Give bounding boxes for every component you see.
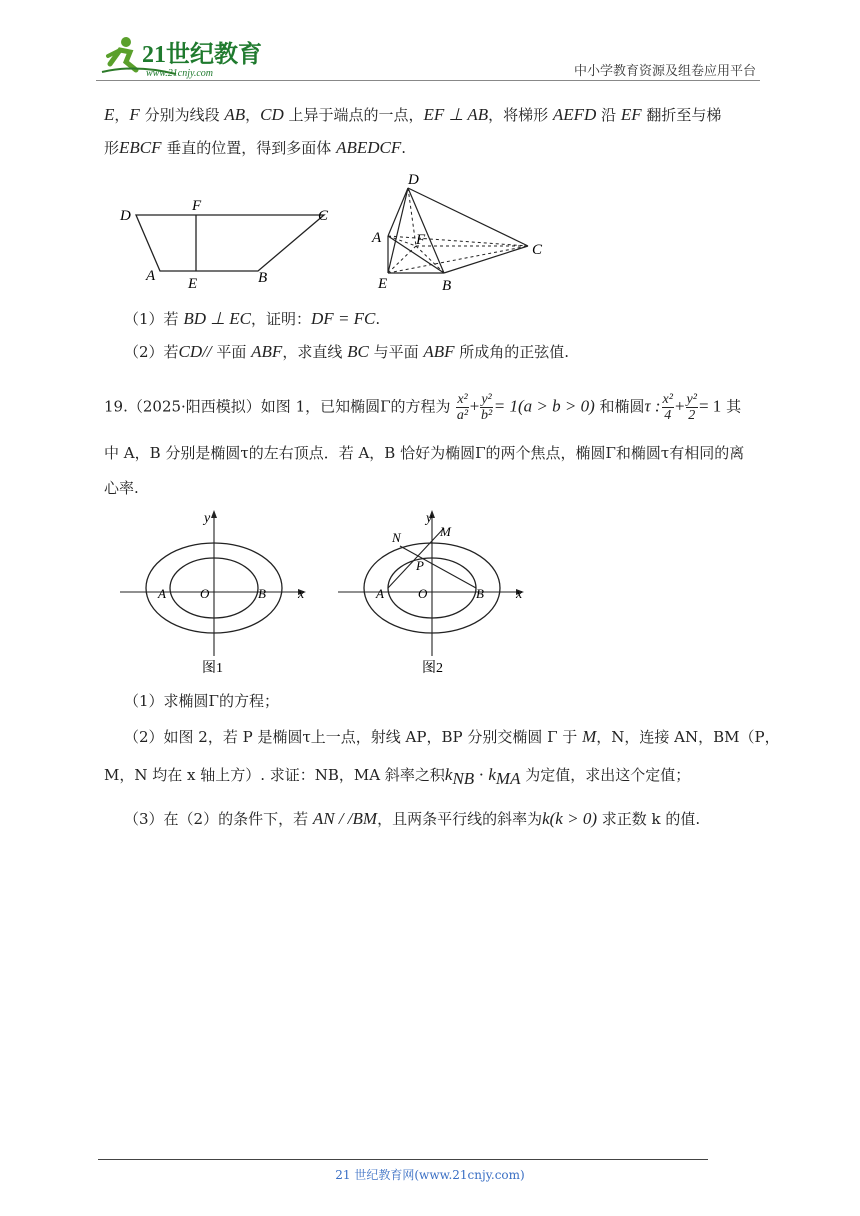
label-D: D <box>120 208 131 224</box>
header-divider <box>96 80 760 81</box>
label-y: y <box>426 511 433 526</box>
logo-text: 21世纪教育 <box>142 42 262 68</box>
label-D: D <box>408 172 419 188</box>
p18-line2: 形EBCF 垂直的位置，得到多面体 ABEDCF. <box>104 138 406 157</box>
p18-q1: （1）若 BD ⊥ EC，证明：DF = FC. <box>124 309 381 328</box>
p18-q2: （2）若CD// 平面 ABF，求直线 BC 与平面 ABF 所成角的正弦值. <box>124 342 570 361</box>
label-x: x <box>516 587 523 602</box>
label-O: O <box>200 586 210 601</box>
ellipse-figure-1 <box>116 506 316 676</box>
label-C: C <box>532 242 543 258</box>
label-B: B <box>258 586 266 601</box>
frac-x2-a2: $\frac{\text{x²}}{\text{a²}}$ <box>456 392 469 423</box>
label-B: B <box>258 270 268 286</box>
p19-line3: 心率. <box>104 479 139 497</box>
label-B: B <box>442 278 452 294</box>
label-M: M <box>440 524 451 539</box>
frac-x2-4: $\frac{\text{x²}}{4}$ <box>662 392 673 423</box>
ellipse-figure-2 <box>334 506 534 676</box>
site-logo <box>96 34 266 80</box>
p19-q2-line2: M，N 均在 x 轴上方）. 求证：NB，MA 斜率之积$k_{NB} \cdot k_{MA}$ 为定值，求出这个定值； <box>104 765 691 788</box>
label-A: A <box>146 268 156 284</box>
trapezoid-figure <box>110 190 350 290</box>
label-x: x <box>298 587 305 602</box>
frac-y2-2: $\frac{\text{y²}}{2}$ <box>686 392 697 423</box>
fig1-caption: 图1 <box>202 661 223 676</box>
p19-line2: 中 A，B 分别是椭圆τ的左右顶点．若 A，B 恰好为椭圆Γ的两个焦点，椭圆Γ和椭圆τ有相同的离 <box>104 444 745 462</box>
label-C: C <box>318 208 329 224</box>
label-E: E <box>378 276 388 292</box>
label-y: y <box>204 511 211 526</box>
label-O: O <box>418 586 428 601</box>
p18-line1: E，F 分别为线段 AB，CD 上异于端点的一点，EF ⊥ AB，将梯形 AEFD 沿 EF 翻折至与梯 <box>104 105 722 124</box>
p19-line1: 19.（2025·阳西模拟）如图 1，已知椭圆Γ的方程为 $\frac{\text{x²}}{\text{a²}}$ + $\frac{\text{y²}}{\text{b²}}$ = 1(a > b > 0) 和椭圆τ : $\frac{\text{x²}}{4}$ + $\frac{\text{y²}}{2}$ = 1 其 <box>104 392 742 423</box>
label-A: A <box>372 230 382 246</box>
footer-divider <box>98 1159 708 1160</box>
label-F: F <box>192 198 202 214</box>
label-N: N <box>392 530 401 545</box>
logo-url: www.21cnjy.com <box>146 68 214 79</box>
label-F: F <box>416 232 426 248</box>
label-P: P <box>416 558 424 573</box>
footer-link[interactable]: 21 世纪教育网(www.21cnjy.com) <box>335 1168 525 1182</box>
p19-q1: （1）求椭圆Γ的方程； <box>124 692 279 710</box>
polyhedron-figure <box>366 170 566 295</box>
p19-q2-line1: （2）如图 2，若 P 是椭圆τ上一点，射线 AP，BP 分别交椭圆 Γ 于 M，N，连接 AN，BM（P， <box>124 727 780 746</box>
frac-y2-b2: $\frac{\text{y²}}{\text{b²}}$ <box>480 392 493 423</box>
label-A: A <box>158 586 166 601</box>
label-E: E <box>188 276 198 290</box>
fig2-caption: 图2 <box>422 661 443 676</box>
label-B: B <box>476 586 484 601</box>
p19-q3: （3）在（2）的条件下，若 AN / /BM，且两条平行线的斜率为k(k > 0) 求正数 k 的值. <box>124 809 701 828</box>
platform-name: 中小学教育资源及组卷应用平台 <box>573 64 756 79</box>
label-A: A <box>376 586 384 601</box>
